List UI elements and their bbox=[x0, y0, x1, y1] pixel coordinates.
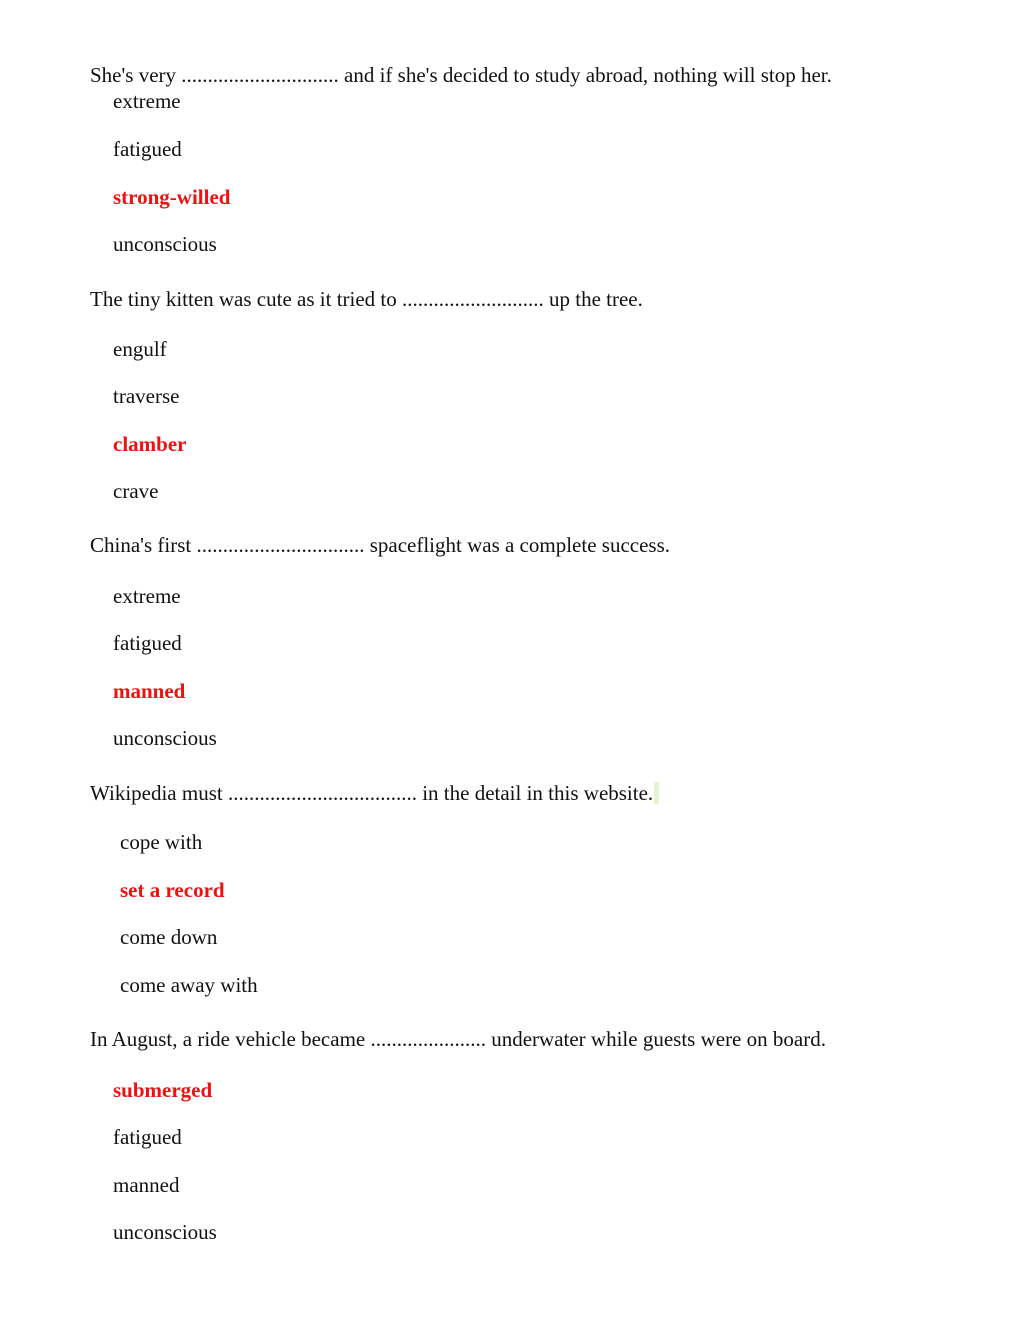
question-1-option-d: unconscious bbox=[113, 232, 217, 256]
question-4-sentence-row bbox=[90, 782, 659, 804]
question-1-option-b: fatigued bbox=[113, 137, 182, 161]
question-2-option-c-correct: clamber bbox=[113, 432, 187, 456]
question-3-option-a: extreme bbox=[113, 584, 181, 608]
question-3-option-d: unconscious bbox=[113, 726, 217, 750]
question-3-option-c-correct: manned bbox=[113, 679, 186, 703]
question-5-sentence: In August, a ride vehicle became ...................... underwater while guests were on board. bbox=[90, 1027, 826, 1051]
question-5-option-d: unconscious bbox=[113, 1220, 217, 1244]
question-1-option-a: extreme bbox=[113, 89, 181, 113]
question-2-option-b: traverse bbox=[113, 384, 180, 408]
question-3-sentence: China's first ................................ spaceflight was a complete success. bbox=[90, 533, 671, 557]
text-cursor-highlight bbox=[654, 782, 659, 804]
question-4-option-a: cope with bbox=[120, 830, 203, 854]
question-2-option-a: engulf bbox=[113, 337, 167, 361]
question-1-sentence: She's very .............................. and if she's decided to study abroad, nothing will stop her. bbox=[90, 63, 832, 87]
question-5-option-b: fatigued bbox=[113, 1125, 182, 1149]
question-5-option-a-correct: submerged bbox=[113, 1078, 213, 1102]
question-2-sentence: The tiny kitten was cute as it tried to ........................... up the tree. bbox=[90, 287, 643, 311]
question-5-option-c: manned bbox=[113, 1173, 180, 1197]
question-4-option-b-correct: set a record bbox=[120, 878, 225, 902]
question-3-option-b: fatigued bbox=[113, 631, 182, 655]
question-4-option-d: come away with bbox=[120, 973, 258, 997]
question-4-option-c: come down bbox=[120, 925, 218, 949]
question-1-option-c-correct: strong-willed bbox=[113, 185, 231, 209]
question-4-sentence: Wikipedia must .................................... in the detail in this website. bbox=[90, 781, 654, 805]
question-2-option-d: crave bbox=[113, 479, 159, 503]
